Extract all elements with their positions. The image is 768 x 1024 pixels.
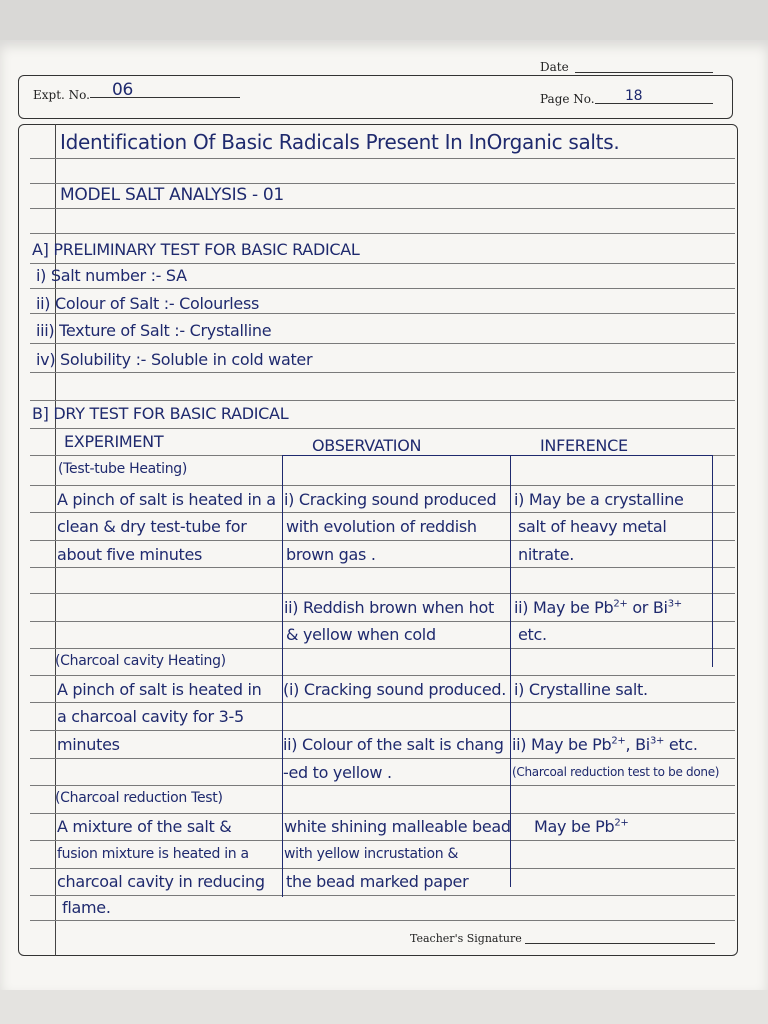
salt-colour: ii) Colour of Salt :- Colourless [36, 294, 260, 313]
inference-text: nitrate. [518, 545, 575, 564]
observation-text: & yellow when cold [286, 625, 436, 644]
column-inference: INFERENCE [540, 436, 628, 455]
ruled-line [30, 512, 735, 513]
background-top [0, 0, 768, 40]
ruled-line [30, 621, 735, 622]
experiment-text: fusion mixture is heated in a [57, 846, 249, 862]
page-subtitle: MODEL SALT ANALYSIS - 01 [60, 185, 284, 205]
teacher-signature-label: Teacher's Signature [410, 932, 522, 945]
ruled-line [30, 675, 735, 676]
charcoal-cavity-heading: (Charcoal cavity Heating) [55, 653, 226, 669]
ruled-line [30, 372, 735, 373]
ruled-line [30, 343, 735, 344]
observation-text: with yellow incrustation & [284, 846, 459, 862]
ruled-line [30, 233, 735, 234]
inference-text: i) May be a crystalline [514, 490, 684, 509]
ruled-line [30, 567, 735, 568]
date-label: Date [540, 60, 569, 74]
observation-text: brown gas . [286, 545, 376, 564]
table-line [282, 455, 712, 456]
ruled-line [30, 183, 735, 184]
experiment-text: minutes [57, 735, 120, 754]
column-observation: OBSERVATION [312, 436, 422, 455]
observation-text: (i) Cracking sound produced. [283, 680, 507, 699]
ruled-line [30, 895, 735, 896]
date-line [575, 72, 713, 73]
ruled-line [30, 400, 735, 401]
expt-label: Expt. No. [33, 88, 90, 102]
inference-text: May be $Pb^{2+}$ [534, 817, 629, 836]
table-col-line [712, 455, 713, 667]
observation-text: ii) Colour of the salt is chang [283, 735, 504, 754]
observation-text: ii) Reddish brown when hot [284, 598, 494, 617]
ruled-line [30, 593, 735, 594]
observation-text: i) Cracking sound produced [284, 490, 497, 509]
experiment-text: a charcoal cavity for 3-5 [57, 707, 244, 726]
experiment-text: A pinch of salt is heated in [57, 680, 262, 699]
ruled-line [30, 840, 735, 841]
page-line [595, 103, 713, 104]
section-a-heading: A] PRELIMINARY TEST FOR BASIC RADICAL [32, 240, 360, 259]
ruled-line [30, 702, 735, 703]
expt-number: 06 [112, 80, 134, 100]
ruled-line [30, 208, 735, 209]
ruled-line [30, 485, 735, 486]
column-experiment: EXPERIMENT [64, 432, 164, 451]
salt-texture: iii) Texture of Salt :- Crystalline [36, 321, 272, 340]
ruled-line [30, 758, 735, 759]
inference-text: ii) May be $Pb^{2+}$ or $Bi^{3+}$ [514, 598, 682, 617]
salt-number: i) Salt number :- SA [36, 266, 187, 285]
page-number: 18 [625, 88, 643, 104]
observation-text: -ed to yellow . [283, 763, 392, 782]
experiment-text: charcoal cavity in reducing [57, 872, 265, 891]
ruled-line [30, 813, 735, 814]
inference-text: salt of heavy metal [518, 517, 667, 536]
ruled-line [30, 868, 735, 869]
inference-note: (Charcoal reduction test to be done) [512, 765, 720, 779]
ruled-line [30, 313, 735, 314]
table-col-line [282, 455, 283, 897]
observation-text: white shining malleable bead [284, 817, 511, 836]
ruled-line [30, 288, 735, 289]
experiment-text: A mixture of the salt & [57, 817, 232, 836]
experiment-text: clean & dry test-tube for [57, 517, 247, 536]
ruled-line [30, 785, 735, 786]
ruled-line [30, 158, 735, 159]
salt-solubility: iv) Solubility :- Soluble in cold water [36, 350, 313, 369]
experiment-text: flame. [62, 898, 111, 917]
inference-text: ii) May be $Pb^{2+}$, $Bi^{3+}$ etc. [512, 735, 698, 754]
ruled-line [30, 428, 735, 429]
experiment-text: A pinch of salt is heated in a [57, 490, 276, 509]
ruled-line [30, 263, 735, 264]
ruled-line [30, 540, 735, 541]
observation-text: with evolution of reddish [286, 517, 477, 536]
ruled-line [30, 920, 735, 921]
page-label: Page No. [540, 92, 595, 106]
background-bottom [0, 990, 768, 1024]
ruled-line [30, 648, 735, 649]
section-b-heading: B] DRY TEST FOR BASIC RADICAL [32, 404, 289, 423]
signature-line [525, 943, 715, 944]
experiment-text: about five minutes [57, 545, 203, 564]
page-title: Identification Of Basic Radicals Present In InOrganic salts. [60, 130, 620, 154]
observation-text: the bead marked paper [286, 872, 469, 891]
inference-text: i) Crystalline salt. [514, 680, 648, 699]
ruled-line [30, 730, 735, 731]
charcoal-reduction-heading: (Charcoal reduction Test) [55, 790, 223, 806]
test-tube-heading: (Test-tube Heating) [58, 461, 188, 477]
inference-text: etc. [518, 625, 547, 644]
